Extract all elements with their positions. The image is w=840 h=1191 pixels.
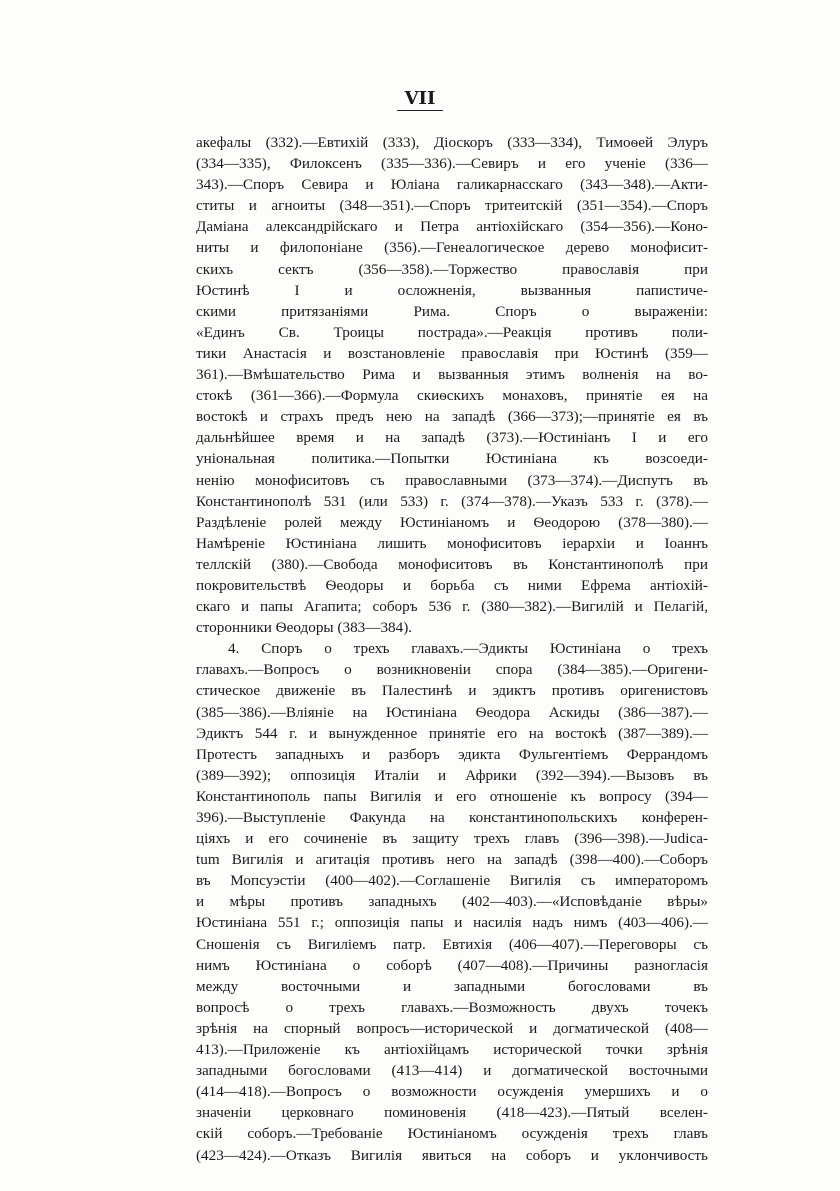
text-line: ненію монофиситовъ съ православными (373—374).—Диспутъ въ	[196, 471, 708, 489]
text-line: покровительствѣ Ѳеодоры и борьба съ ними Ефрема антіохій-	[196, 576, 708, 594]
text-line: (414—418).—Вопросъ о возможности осужденія умершихъ и о	[196, 1083, 708, 1101]
text-line: скій соборъ.—Требованіе Юстиніаномъ осужденія трехъ главъ	[196, 1125, 708, 1143]
text-line: и мѣры противъ западныхъ (402—403).—«Исповѣданіе вѣры»	[196, 893, 708, 911]
text-line: (334—335), Филоксенъ (335—336).—Севиръ и его ученіе (336—	[196, 155, 708, 173]
table-of-contents-text	[196, 132, 708, 1166]
text-line: Константинополь папы Вигилія и его отношеніе къ вопросу (394—	[196, 787, 708, 805]
text-line: теллскій (380).—Свобода монофиситовъ въ Константинополѣ при	[196, 555, 708, 573]
text-line: сторонники Ѳеодоры (383—384).	[196, 619, 413, 637]
text-line: стическое движеніе въ Палестинѣ и эдиктъ противъ оригенистовъ	[196, 682, 708, 700]
text-line: 343).—Споръ Севира и Юліана галикарнасскаго (343—348).—Акти-	[196, 176, 708, 194]
text-line: Юстиніана 551 г.; оппозиція папы и насилія надъ нимъ (403—406).—	[196, 914, 708, 932]
text-line: въ Мопсуэстіи (400—402).—Соглашеніе Вигилія съ императоромъ	[196, 872, 708, 890]
text-line: тики Анастасія и возстановленіе православія при Юстинѣ (359—	[196, 344, 708, 362]
text-line: скихъ сектъ (356—358).—Торжество православія при	[196, 260, 708, 278]
text-line: Протестъ западныхъ и разборъ эдикта Фульгентіемъ Феррандомъ	[196, 745, 708, 763]
page-number: VII	[0, 88, 840, 111]
text-line: западными богословами (413—414) и догматической восточными	[196, 1062, 708, 1080]
text-line: (385—386).—Вліяніе на Юстиніана Ѳеодора Аскиды (386—387).—	[196, 703, 708, 721]
text-line: Сношенія съ Вигиліемъ патр. Евтихія (406—407).—Переговоры съ	[196, 935, 708, 953]
text-line: скими притязаніями Рима. Споръ о выраженіи:	[196, 302, 708, 320]
text-line: Раздѣленіе ролей между Юстиніаномъ и Ѳеодорою (378—380).—	[196, 513, 708, 531]
text-line: «Единъ Св. Троицы пострада».—Реакція противъ поли-	[196, 323, 708, 341]
text-line: Константинополѣ 531 (или 533) г. (374—378).—Указъ 533 г. (378).—	[196, 492, 708, 510]
text-line: между восточными и западными богословами въ	[196, 977, 708, 995]
text-line: нимъ Юстиніана о соборѣ (407—408).—Причины разногласія	[196, 956, 708, 974]
text-line: (389—392); оппозиція Италіи и Африки (392—394).—Вызовъ въ	[196, 766, 708, 784]
text-line: акефалы (332).—Евтихій (333), Діоскоръ (333—334), Тимоѳей Элуръ	[196, 134, 708, 151]
text-line: главахъ.—Вопросъ о возникновеніи спора (384—385).—Оригени-	[196, 661, 708, 679]
text-line: ниты и филопоніане (356).—Генеалогическое дерево монофисит-	[196, 239, 708, 257]
text-line: значеніи церковнаго поминовенія (418—423).—Пятый вселен-	[196, 1104, 708, 1122]
text-line: ціяхъ и его сочиненіе въ защиту трехъ главъ (396—398).—Judica-	[196, 830, 708, 848]
text-line: Даміана александрійскаго и Петра антіохійскаго (354—356).—Коно-	[196, 218, 708, 236]
text-line: уніональная политика.—Попытки Юстиніана къ возсоеди-	[196, 450, 708, 468]
text-line: Юстинѣ I и осложненія, вызванныя папистиче-	[196, 281, 708, 299]
text-line: 396).—Выступленіе Факунда на константинопольскихъ конферен-	[196, 809, 708, 826]
text-line: ститы и агноиты (348—351).—Споръ тритеитскій (351—354).—Споръ	[196, 197, 708, 215]
text-line: вопросѣ о трехъ главахъ.—Возможность двухъ точекъ	[196, 998, 708, 1016]
text-line: зрѣнія на спорный вопросъ—исторической и догматической (408—	[196, 1019, 708, 1037]
text-line: Эдиктъ 544 г. и вынужденное принятіе его на востокѣ (387—389).—	[196, 724, 708, 742]
text-line: стокѣ (361—366).—Формула скиѳскихъ монаховъ, принятіе ея на	[196, 387, 708, 405]
text-line: 4. Споръ о трехъ главахъ.—Эдикты Юстиніана о трехъ	[228, 640, 708, 658]
text-line: tum Вигилія и агитація противъ него на западѣ (398—400).—Соборъ	[196, 851, 708, 869]
text-line: дальнѣйшее время и на западѣ (373).—Юстиніанъ I и его	[196, 429, 708, 447]
text-line: 413).—Приложеніе къ антіохійцамъ исторической точки зрѣнія	[196, 1041, 708, 1059]
text-line: востокѣ и страхъ предъ нею на западѣ (366—373);—принятіе ея въ	[196, 408, 708, 426]
text-line: 361).—Вмѣшательство Рима и вызванныя этимъ волненія на во-	[196, 366, 708, 384]
text-line: скаго и папы Агапита; соборъ 536 г. (380—382).—Вигилій и Пелагій,	[196, 598, 708, 616]
text-line: Намѣреніе Юстиніана лишить монофиситовъ іерархіи и Іоаннъ	[196, 534, 708, 552]
text-line: (423—424).—Отказъ Вигилія явиться на соборъ и уклончивость	[196, 1146, 708, 1164]
